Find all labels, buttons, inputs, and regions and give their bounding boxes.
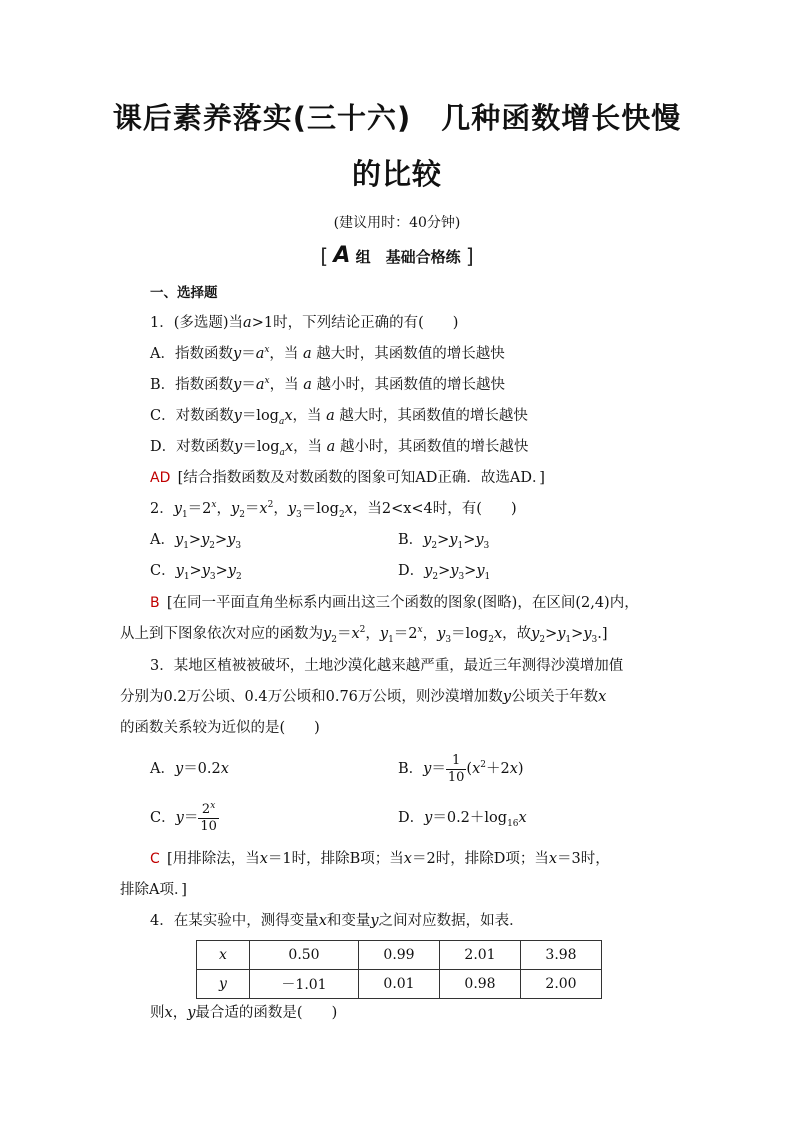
q3-suffix: ) — [314, 720, 320, 736]
table-cell: 0.98 — [440, 970, 521, 999]
q2-explanation-2: 从上到下图象依次对应的函数为 — [120, 626, 323, 642]
question-1-stem: 1．(多选题)当a>1时，下列结论正确的有( ) — [150, 315, 459, 331]
q2-explanation-1: [在同一平面直角坐标系内画出这三个函数的图象(图略)，在区间(2,4)内， — [166, 595, 639, 611]
q3-explanation-line-2: 排除A项．] — [120, 882, 187, 898]
q3-option-a-label: A． — [150, 761, 175, 777]
q3-explain-d: ＝3时， — [557, 851, 610, 867]
q1-option-d-text: 越小时，其函数值的增长越快 — [339, 439, 529, 455]
q2-option-c: C．$y_1>y_3>y_2$ — [150, 563, 242, 582]
q2-condition: ，当2<x<4时，有( — [352, 501, 482, 517]
table-cell: 0.50 — [250, 941, 359, 970]
q1-answer-key: AD — [150, 470, 171, 486]
table-cell: 2.01 — [440, 941, 521, 970]
table-cell: 0.99 — [359, 941, 440, 970]
q3-option-d-label: D． — [398, 810, 425, 826]
q3-option-b-label: B． — [398, 761, 424, 777]
fraction-one-tenth: $\frac{1}{10}$ — [447, 752, 465, 785]
q1-option-a-text: 越大时，其函数值的增长越快 — [316, 346, 505, 362]
page-title-continued: 的比较 — [351, 157, 442, 191]
q1-option-d-label: D．对数函数 — [150, 439, 235, 455]
group-heading — [0, 243, 794, 268]
q2-explanation-line-2: 从上到下图象依次对应的函数为$y_2=x^2$，$y_1=2^x$，$y_3=\log_2x$，故$y_2>y_1>y_3$.] — [120, 625, 608, 645]
q3-option-c: C．y＝ $\frac{2^x}{10}$ — [150, 800, 217, 834]
q4-suffix: ) — [331, 1005, 338, 1021]
table-row — [197, 941, 602, 970]
question-3-line-2: 分别为0.2万公顷、0.4万公顷和0.76万公顷，则沙漠增加数y公顷关于年数x — [120, 689, 607, 705]
q1-option-c-label: C．对数函数 — [150, 408, 234, 424]
q1-explanation: [结合指数函数及对数函数的图象可知AD正确．故选AD．] — [177, 470, 545, 486]
q3-answer-key: C — [150, 851, 160, 867]
q1-option-c: C．对数函数$y=\log_ax$，当 a 越大时，其函数值的增长越快 — [150, 408, 528, 427]
q2-option-d: D．$y_2>y_3>y_1$ — [398, 563, 491, 582]
q4-prompt-pre: 则 — [150, 1005, 165, 1021]
q1-option-b-text: 越小时，其函数值的增长越快 — [316, 377, 505, 393]
section-heading: 一、选择题 — [150, 285, 218, 301]
q3-line-2-mid: 公顷关于年数 — [511, 689, 599, 705]
q1-prefix: 1．(多选题)当 — [150, 315, 244, 331]
question-4-stem: 4．在某实验中，测得变量x和变量y之间对应数据，如表． — [150, 913, 524, 929]
q2-option-a: A．$y_1>y_2>y_3$ — [150, 532, 242, 551]
q3-line-2-text: 分别为0.2万公顷、0.4万公顷和0.76万公顷，则沙漠增加数 — [120, 689, 503, 705]
q1-suffix: ) — [452, 315, 459, 331]
bracket-left: [ — [320, 244, 329, 268]
q2-option-b-label: B． — [398, 532, 424, 548]
q3-explain-c: ＝2时，排除D项；当 — [411, 851, 549, 867]
q3-explain-b: ＝1时，排除B项；当 — [267, 851, 404, 867]
question-4-prompt: 则x，y最合适的函数是( ) — [150, 1005, 338, 1021]
q2-answer — [150, 593, 639, 613]
table-cell: 0.01 — [359, 970, 440, 999]
q1-mid: >1时，下列结论正确的有( — [251, 315, 424, 331]
q3-line-3-text: 的函数关系较为近似的是( — [120, 720, 286, 736]
q1-option-a-label: A．指数函数 — [150, 346, 233, 362]
table-cell: 3.98 — [521, 941, 602, 970]
q4-stem-post: 之间对应数据，如表． — [378, 913, 524, 929]
q2-suffix: ) — [510, 501, 517, 517]
q2-answer-key: B — [150, 595, 160, 611]
question-2-stem: 2．$y_1=2^x$，$y_2=x^2$，$y_3=\log_2x$，当2<x<4时，有( ) — [150, 500, 517, 520]
q3-option-b: B．y＝ $\frac{1}{10}$ $(x^2+2x)$ — [398, 752, 524, 785]
q3-explain-a: [用排除法，当 — [167, 851, 260, 867]
q2-option-d-label: D． — [398, 563, 425, 579]
q2-number: 2． — [150, 501, 174, 517]
bracket-right: ] — [465, 244, 474, 268]
q4-stem-mid: 和变量 — [326, 913, 371, 929]
q1-answer — [150, 468, 545, 488]
q4-stem-pre: 4．在某实验中，测得变量 — [150, 913, 319, 929]
group-letter: A — [333, 243, 351, 268]
q4-prompt-mid: 最合适的函数是( — [195, 1005, 303, 1021]
q1-option-b: B．指数函数$y=a^x$，当 a 越小时，其函数值的增长越快 — [150, 376, 505, 393]
q2-option-b: B．$y_2>y_1>y_3$ — [398, 532, 490, 551]
group-label: 组 基础合格练 — [355, 248, 461, 266]
data-table — [196, 940, 602, 999]
q3-option-c-label: C． — [150, 810, 176, 826]
q3-answer: C [用排除法，当x＝1时，排除B项；当x＝2时，排除D项；当x＝3时， — [150, 851, 610, 867]
q3-option-d: D．$y=0.2+\log_{16}x$ — [398, 810, 527, 829]
q2-option-a-label: A． — [150, 532, 175, 548]
table-row — [197, 970, 602, 999]
table-header-x: x — [197, 941, 250, 970]
fraction-2x-over-10: $\frac{2^x}{10}$ — [200, 800, 217, 834]
table-header-y: y — [197, 970, 250, 999]
q1-option-a: A．指数函数$y=a^x$，当 a 越大时，其函数值的增长越快 — [150, 345, 505, 362]
table-cell: －1.01 — [250, 970, 359, 999]
question-3-line-3 — [120, 718, 320, 738]
q1-option-b-label: B．指数函数 — [150, 377, 234, 393]
table-cell: 2.00 — [521, 970, 602, 999]
q2-explanation-2-mid: ，故 — [502, 626, 532, 642]
q1-option-d: D．对数函数$y=\log_ax$，当 a 越小时，其函数值的增长越快 — [150, 439, 529, 458]
suggested-time: (建议用时：40分钟) — [333, 215, 461, 231]
page-title: 课后素养落实(三十六) 几种函数增长快慢 — [112, 101, 682, 135]
q3-option-a: A．y＝0.2x — [150, 761, 229, 777]
question-3-line-1: 3．某地区植被被破坏，土地沙漠化越来越严重，最近三年测得沙漠增加值 — [150, 658, 624, 674]
q1-option-c-text: 越大时，其函数值的增长越快 — [339, 408, 528, 424]
q2-option-c-label: C． — [150, 563, 176, 579]
